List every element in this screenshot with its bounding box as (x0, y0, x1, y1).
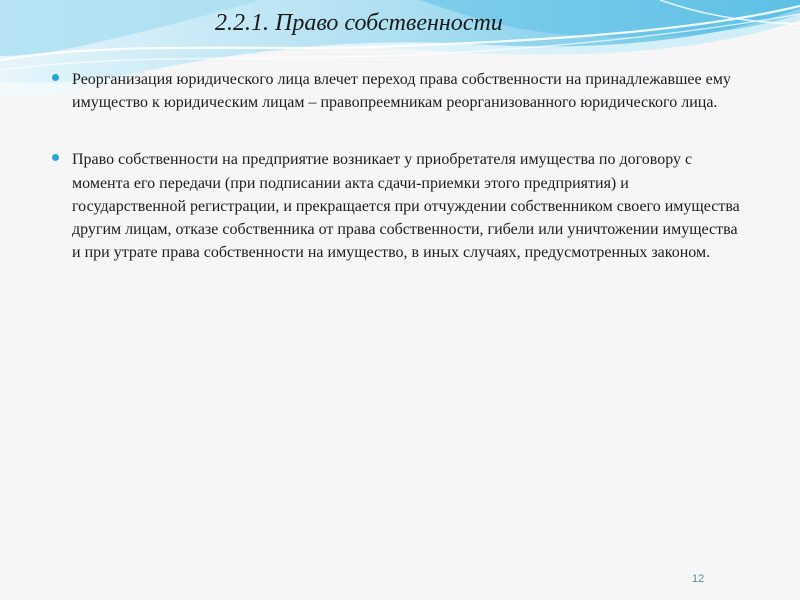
bullet-paragraph (52, 148, 742, 264)
slide-body (52, 68, 742, 298)
bullet-dot-icon (52, 154, 59, 161)
bullet-paragraph (52, 68, 742, 114)
bullet-dot-icon (52, 74, 59, 81)
paragraph-text: Право собственности на предприятие возникает у приобретателя имущества по договору с момента его передачи (при подписании акта сдачи-приемки этого предприятия) и государственной регистрации, и прекращается при отчуждении собственником своего имущества другим лицам, отказе собственника от права собственности, гибели или уничтожении имущества и при утрате права собственности на имущество, в иных случаях, предусмотренных законом. (72, 151, 740, 262)
paragraph-text: Реорганизация юридического лица влечет переход права собственности на принадлежавшее ему имущество к юридическим лицам – правопреемникам реорганизованного юридического лица. (72, 71, 731, 112)
page-number: 12 (692, 573, 705, 585)
slide-title: 2.2.1. Право собственности (215, 10, 503, 36)
